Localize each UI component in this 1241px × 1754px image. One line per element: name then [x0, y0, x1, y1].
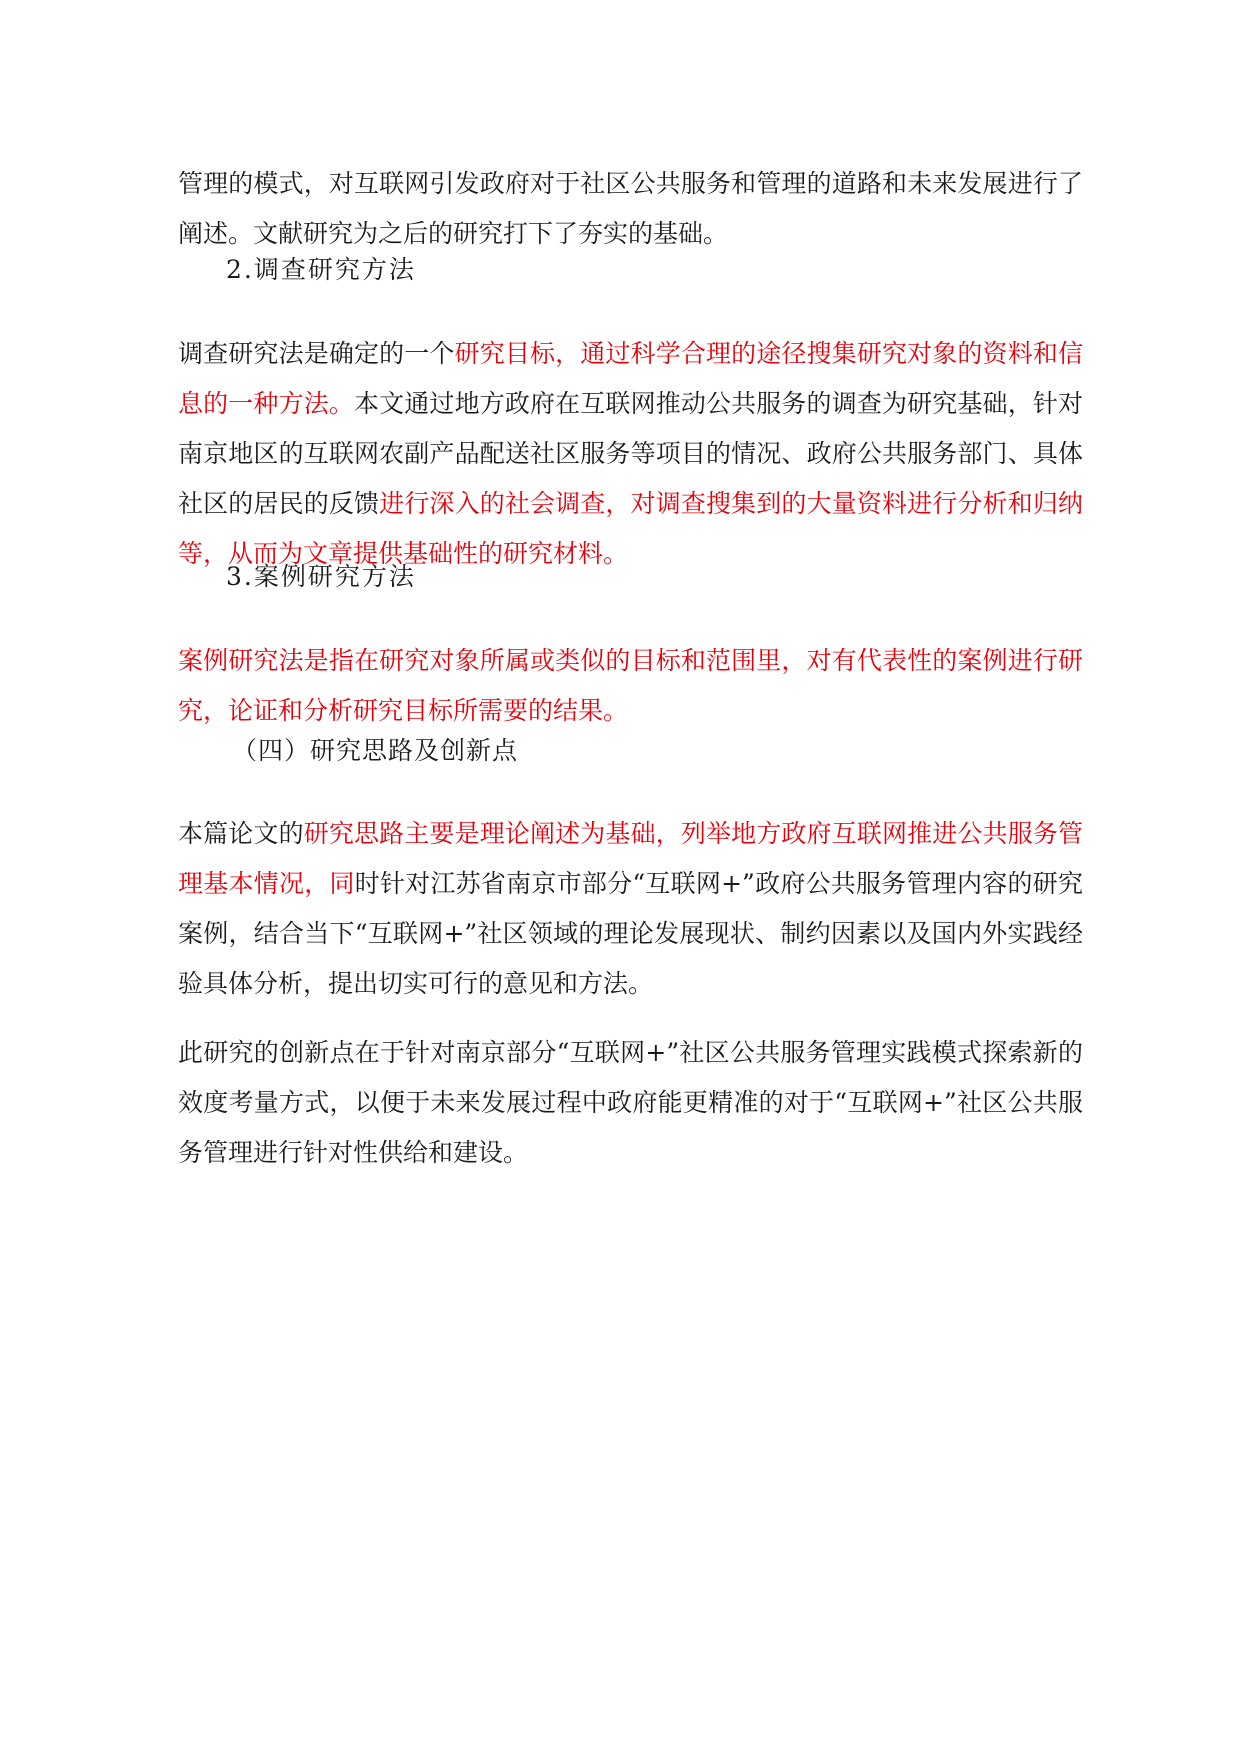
text-run: 本文通过地方政府在互联网推动公共服务的调查为研究基础，针对南京地区的互联网农副产品配送社区服务等项目的情况、政府公共服务部门、具体社区的居民的反馈: [178, 389, 1083, 518]
highlighted-text-run: 案例研究法是指在研究对象所属或类似的目标和范围里，对有代表性的案例进行研究，论证和分析研究目标所需要的结果。: [178, 646, 1083, 725]
paragraph-survey-method: [178, 329, 1083, 579]
text-run: 此研究的创新点在于针对南京部分“互联网+”社区公共服务管理实践模式探索新的效度考量方式，以便于未来发展过程中政府能更精准的对于“互联网+”社区公共服务管理进行针对性供给和建设。: [178, 1038, 1083, 1167]
paragraph-innovation: [178, 1028, 1083, 1178]
heading-case-method: 3.案例研究方法: [226, 562, 416, 591]
heading-research-ideas: （四）研究思路及创新点: [232, 736, 519, 765]
highlighted-text-run: 研究思路主要是理论阐述为基础，列举地方政府互联网推进公共服务管理基本情况，同: [178, 819, 1083, 898]
heading-survey-method: 2.调查研究方法: [226, 255, 416, 284]
paragraph-case-method: [178, 636, 1083, 736]
text-run: 管理的模式，对互联网引发政府对于社区公共服务和管理的道路和未来发展进行了阐述。文献研究为之后的研究打下了夯实的基础。: [178, 169, 1083, 248]
paragraph-literature-research: [178, 159, 1083, 259]
text-run: 时针对江苏省南京市部分“互联网+”政府公共服务管理内容的研究案例，结合当下“互联网+”社区领域的理论发展现状、制约因素以及国内外实践经验具体分析，提出切实可行的意见和方法。: [178, 869, 1083, 998]
highlighted-text-run: 进行深入的社会调查，对调查搜集到的大量资料进行分析和归纳等，从而为文章提供基础性的研究材料。: [178, 489, 1083, 568]
text-run: 调查研究法是确定的一个: [178, 339, 455, 368]
highlighted-text-run: 研究目标，通过科学合理的途径搜集研究对象的资料和信息的一种方法。: [178, 339, 1083, 418]
text-run: 本篇论文的: [178, 819, 304, 848]
paragraph-research-ideas: [178, 809, 1083, 1009]
